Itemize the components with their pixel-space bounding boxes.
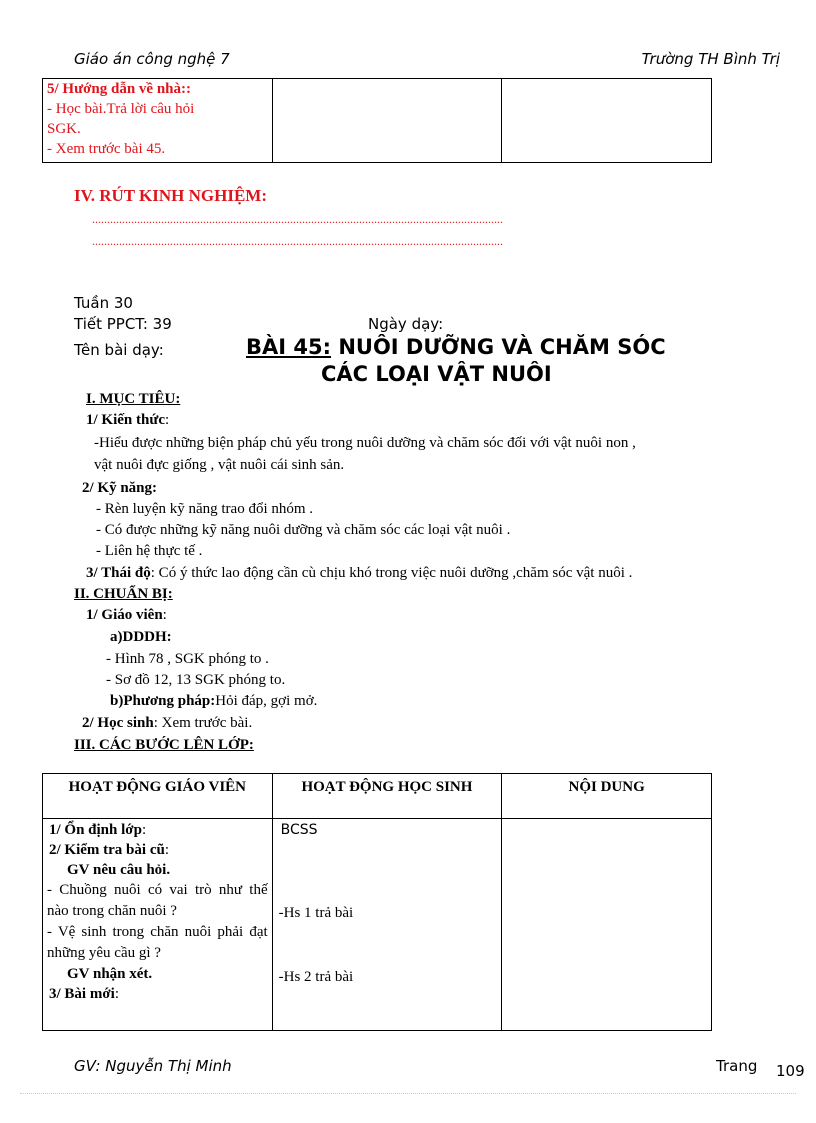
question-1: - Chuồng nuôi có vai trò như thế nào trong chăn nuôi ? bbox=[47, 882, 268, 919]
new-lesson-colon: : bbox=[114, 986, 119, 1002]
homework-line: - Xem trước bài 45. bbox=[47, 141, 166, 157]
attitude-label: 3/ Thái độ bbox=[86, 565, 151, 581]
knowledge-row bbox=[86, 410, 169, 431]
teacher-label: 1/ Giáo viên bbox=[86, 607, 163, 623]
lesson-name-label: Tên bài dạy: bbox=[74, 341, 164, 359]
skills-label: 2/ Kỹ năng: bbox=[82, 480, 158, 496]
gv-ask: GV nêu câu hỏi. bbox=[67, 862, 171, 878]
objectives-heading: I. MỤC TIÊU: bbox=[86, 391, 181, 407]
knowledge-colon: : bbox=[165, 412, 170, 428]
method-text: Hỏi đáp, gợi mở. bbox=[215, 693, 318, 709]
footer-page-label: Trang bbox=[716, 1057, 758, 1075]
method-row bbox=[110, 691, 317, 712]
skill-item: - Rèn luyện kỹ năng trao đổi nhóm . bbox=[96, 501, 314, 517]
lesson-number: BÀI 45: bbox=[246, 335, 332, 359]
teacher-colon: : bbox=[162, 607, 167, 623]
homework-table bbox=[42, 78, 712, 163]
homework-line: - Học bài.Trả lời câu hỏi bbox=[47, 101, 195, 117]
hs2-text: -Hs 2 trả bài bbox=[278, 969, 354, 985]
footer-teacher: GV: Nguyễn Thị Minh bbox=[74, 1057, 232, 1075]
preparation-heading: II. CHUẨN BỊ: bbox=[74, 586, 173, 602]
lesson-title bbox=[246, 335, 666, 359]
gv-comment: GV nhận xét. bbox=[67, 966, 153, 982]
col-header-content: NỘI DUNG bbox=[502, 774, 712, 819]
attitude-text: : Có ý thức lao động cần cù chịu khó trong việc nuôi dưỡng ,chăm sóc vật nuôi . bbox=[150, 565, 633, 581]
attitude-row bbox=[86, 563, 632, 584]
week-label: Tuần 30 bbox=[74, 294, 133, 312]
dotted-line: ......................................................................................................................................... bbox=[92, 234, 503, 248]
empty-cell bbox=[502, 79, 712, 163]
empty-cell bbox=[272, 79, 502, 163]
stabilize-row bbox=[47, 820, 268, 840]
page-divider bbox=[20, 1093, 796, 1094]
dddh-label: a)DDDH: bbox=[110, 629, 172, 645]
student-activity-cell bbox=[272, 819, 502, 1031]
knowledge-text: -Hiểu được những biện pháp chủ yếu trong nuôi dưỡng và chăm sóc đối với vật nuôi non , bbox=[94, 435, 636, 451]
steps-heading: III. CÁC BƯỚC LÊN LỚP: bbox=[74, 737, 254, 753]
lesson-title-text: NUÔI DƯỠNG VÀ CHĂM SÓC bbox=[331, 335, 666, 359]
col-header-teacher: HOẠT ĐỘNG GIÁO VIÊN bbox=[43, 774, 273, 819]
dotted-line: ......................................................................................................................................... bbox=[92, 212, 503, 226]
stabilize-label: 1/ Ổn định lớp bbox=[49, 822, 142, 838]
lesson-steps-table bbox=[42, 773, 712, 1031]
col-header-student: HOẠT ĐỘNG HỌC SINH bbox=[272, 774, 502, 819]
student-row bbox=[82, 713, 252, 734]
bcss-text: BCSS bbox=[280, 822, 318, 838]
footer-page-number: 109 bbox=[776, 1062, 805, 1080]
homework-cell bbox=[43, 79, 273, 163]
student-label: 2/ Học sinh bbox=[82, 715, 154, 731]
skill-item: - Liên hệ thực tế . bbox=[96, 543, 203, 559]
content-cell bbox=[502, 819, 712, 1031]
check-label: 2/ Kiểm tra bài cũ bbox=[49, 842, 165, 858]
hs1-text: -Hs 1 trả bài bbox=[278, 905, 354, 921]
knowledge-text: vật nuôi đực giống , vật nuôi cái sinh sản. bbox=[94, 457, 345, 473]
dddh-item: - Sơ đồ 12, 13 SGK phóng to. bbox=[106, 672, 286, 688]
knowledge-label: 1/ Kiến thức bbox=[86, 412, 165, 428]
new-lesson-row bbox=[47, 984, 268, 1004]
period-label: Tiết PPCT: 39 bbox=[74, 315, 172, 333]
new-lesson-label: 3/ Bài mới bbox=[49, 986, 115, 1002]
section-iv-title: IV. RÚT KINH NGHIỆM: bbox=[74, 186, 268, 205]
teacher-activity-cell bbox=[43, 819, 273, 1031]
check-row bbox=[47, 840, 268, 860]
lesson-title-line2: CÁC LOẠI VẬT NUÔI bbox=[321, 362, 552, 386]
question-2: - Vệ sinh trong chăn nuôi phải đạt những yêu cầu gì ? bbox=[47, 924, 268, 961]
stabilize-colon: : bbox=[141, 822, 147, 838]
date-label: Ngày dạy: bbox=[368, 315, 444, 333]
header-left: Giáo án công nghệ 7 bbox=[74, 50, 230, 68]
teacher-row bbox=[86, 605, 167, 626]
dddh-item: - Hình 78 , SGK phóng to . bbox=[106, 651, 269, 667]
student-text: : Xem trước bài. bbox=[153, 715, 253, 731]
check-colon: : bbox=[164, 842, 169, 858]
homework-line: SGK. bbox=[47, 121, 81, 137]
homework-title: 5/ Hướng dẫn về nhà:: bbox=[47, 81, 192, 97]
header-right: Trường TH Bình Trị bbox=[641, 50, 780, 68]
method-label: b)Phương pháp: bbox=[110, 693, 216, 709]
skill-item: - Có được những kỹ năng nuôi dưỡng và chăm sóc các loại vật nuôi . bbox=[96, 522, 511, 538]
